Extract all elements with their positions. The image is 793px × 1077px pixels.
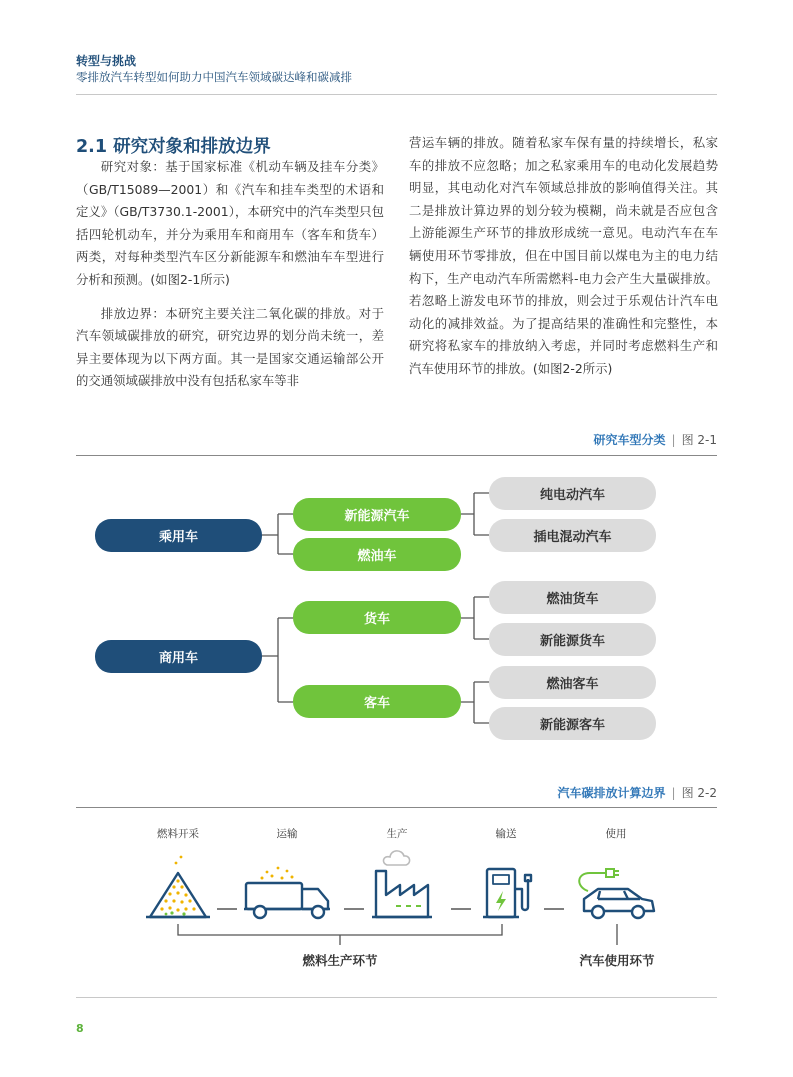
figure-2-1-caption [594,431,717,448]
figure-2-1-rule [76,455,717,456]
node-truck [293,601,461,634]
connector-passenger [262,514,293,554]
figure-2-1-separator: | [671,433,676,447]
node-nev-bus-label: 新能源客车 [539,718,605,733]
step-label-delivery: 输送 [495,828,517,840]
node-fuel-bus-label: 燃油客车 [546,677,599,692]
running-header [76,54,352,85]
emission-boundary-paragraph: 排放边界：本研究主要关注二氧化碳的排放。对于汽车领域碳排放的研究，研究边界的划分尚未统一，差异主要体现为以下两方面。其一是国家交通运输部公开的交通领域碳排放中没有包括私家车等非 [76,305,384,389]
header-subtitle: 零排放汽车转型如何助力中国汽车领域碳达峰和碳减排 [76,70,352,84]
node-new-energy-bus [489,707,656,740]
step-label-transport: 运输 [276,828,298,840]
node-passenger-car [95,519,262,552]
emission-boundary-process [0,815,793,985]
research-object-paragraph: 研究对象：基于国家标准《机动车辆及挂车分类》（GB/T15089—2001）和《汽车和挂车类型的术语和定义》（GB/T3730.1-2001），本研究中的汽车类型只包括四轮机动车，并分为乘用车和商用车（客车和货车）两类，对每种类型汽车区分新能源车和燃油车车型进行分析和预测。(如图2-1所示) [76,159,384,287]
charging-station-icon [483,869,531,917]
step-label-extraction: 燃料开采 [157,828,199,840]
truck-load-dots [261,867,294,880]
node-battery-electric [489,477,656,510]
connector-nev [461,493,489,535]
header-divider [76,94,717,95]
footer-divider [76,997,717,998]
node-passenger-label: 乘用车 [158,530,198,545]
connector-bus [461,682,489,723]
node-fuel-truck-label: 燃油货车 [546,592,599,607]
node-new-energy-vehicle [293,498,461,531]
node-nev-truck-label: 新能源货车 [539,634,605,649]
node-truck-label: 货车 [363,612,390,627]
node-bus [293,685,461,718]
figure-2-2-title: 汽车碳排放计算边界 [557,786,666,800]
factory-smoke [383,851,409,865]
right-column [409,132,718,381]
car-plug [579,869,619,891]
charging-bolt [496,891,506,911]
node-fuel-vehicle [293,538,461,571]
factory-icon [372,871,432,917]
stage-label-fuel-production: 燃料生产环节 [302,953,378,968]
node-plug-in-hybrid [489,519,656,552]
fuel-stage-bracket [178,924,502,935]
boundary-continued-paragraph: 营运车辆的排放。随着私家车保有量的持续增长，私家车的排放不应忽略；加之私家乘用车的电动化发展趋势明显，其电动化对汽车领域总排放的影响值得关注。其二是排放计算边界的划分较为模糊，尚未就是否应包含上游能源生产环节的排放形成统一意见。电动汽车在车辆使用环节零排放，但在中国目前以煤电为主的电力结构下，生产电动汽车所需燃料-电力会产生大量碳排放。若忽略上游发电环节的排放，则会过于乐观估计汽车电动化的减排效益。为了提高结果的准确性和完整性，本研究将私家车的排放纳入考虑，并同时考虑燃料生产和汽车使用环节的排放。(如图2-2所示) [409,135,718,376]
step-label-production: 生产 [386,828,408,840]
node-bus-label: 客车 [363,696,390,711]
connector-commercial [262,618,293,702]
connector-truck [461,597,489,639]
figure-2-2-number: 图 2-2 [681,786,717,800]
header-title: 转型与挑战 [76,54,137,68]
vehicle-classification-tree [0,470,793,750]
node-phev-label: 插电混动汽车 [533,530,612,545]
node-commercial-vehicle [95,640,262,673]
node-bev-label: 纯电动汽车 [539,488,605,503]
node-fuel-truck [489,581,656,614]
node-fuel-bus [489,666,656,699]
figure-2-2-separator: | [671,786,676,800]
figure-2-2-rule [76,807,717,808]
electric-car-icon [584,889,654,918]
figure-2-1-number: 图 2-1 [681,433,717,447]
stage-label-vehicle-use: 汽车使用环节 [579,953,655,968]
node-fuel-label: 燃油车 [357,549,397,564]
figure-2-1-title: 研究车型分类 [593,433,666,447]
left-column [76,156,384,393]
step-label-use: 使用 [605,828,627,840]
page-number: 8 [76,1022,84,1035]
section-title: 2.1 研究对象和排放边界 [76,137,271,157]
fuel-pile-icon [146,856,210,917]
node-nev-label: 新能源汽车 [344,509,410,524]
node-commercial-label: 商用车 [158,651,198,666]
figure-2-2-caption [558,784,717,801]
node-new-energy-truck [489,623,656,656]
truck-icon [244,883,330,918]
